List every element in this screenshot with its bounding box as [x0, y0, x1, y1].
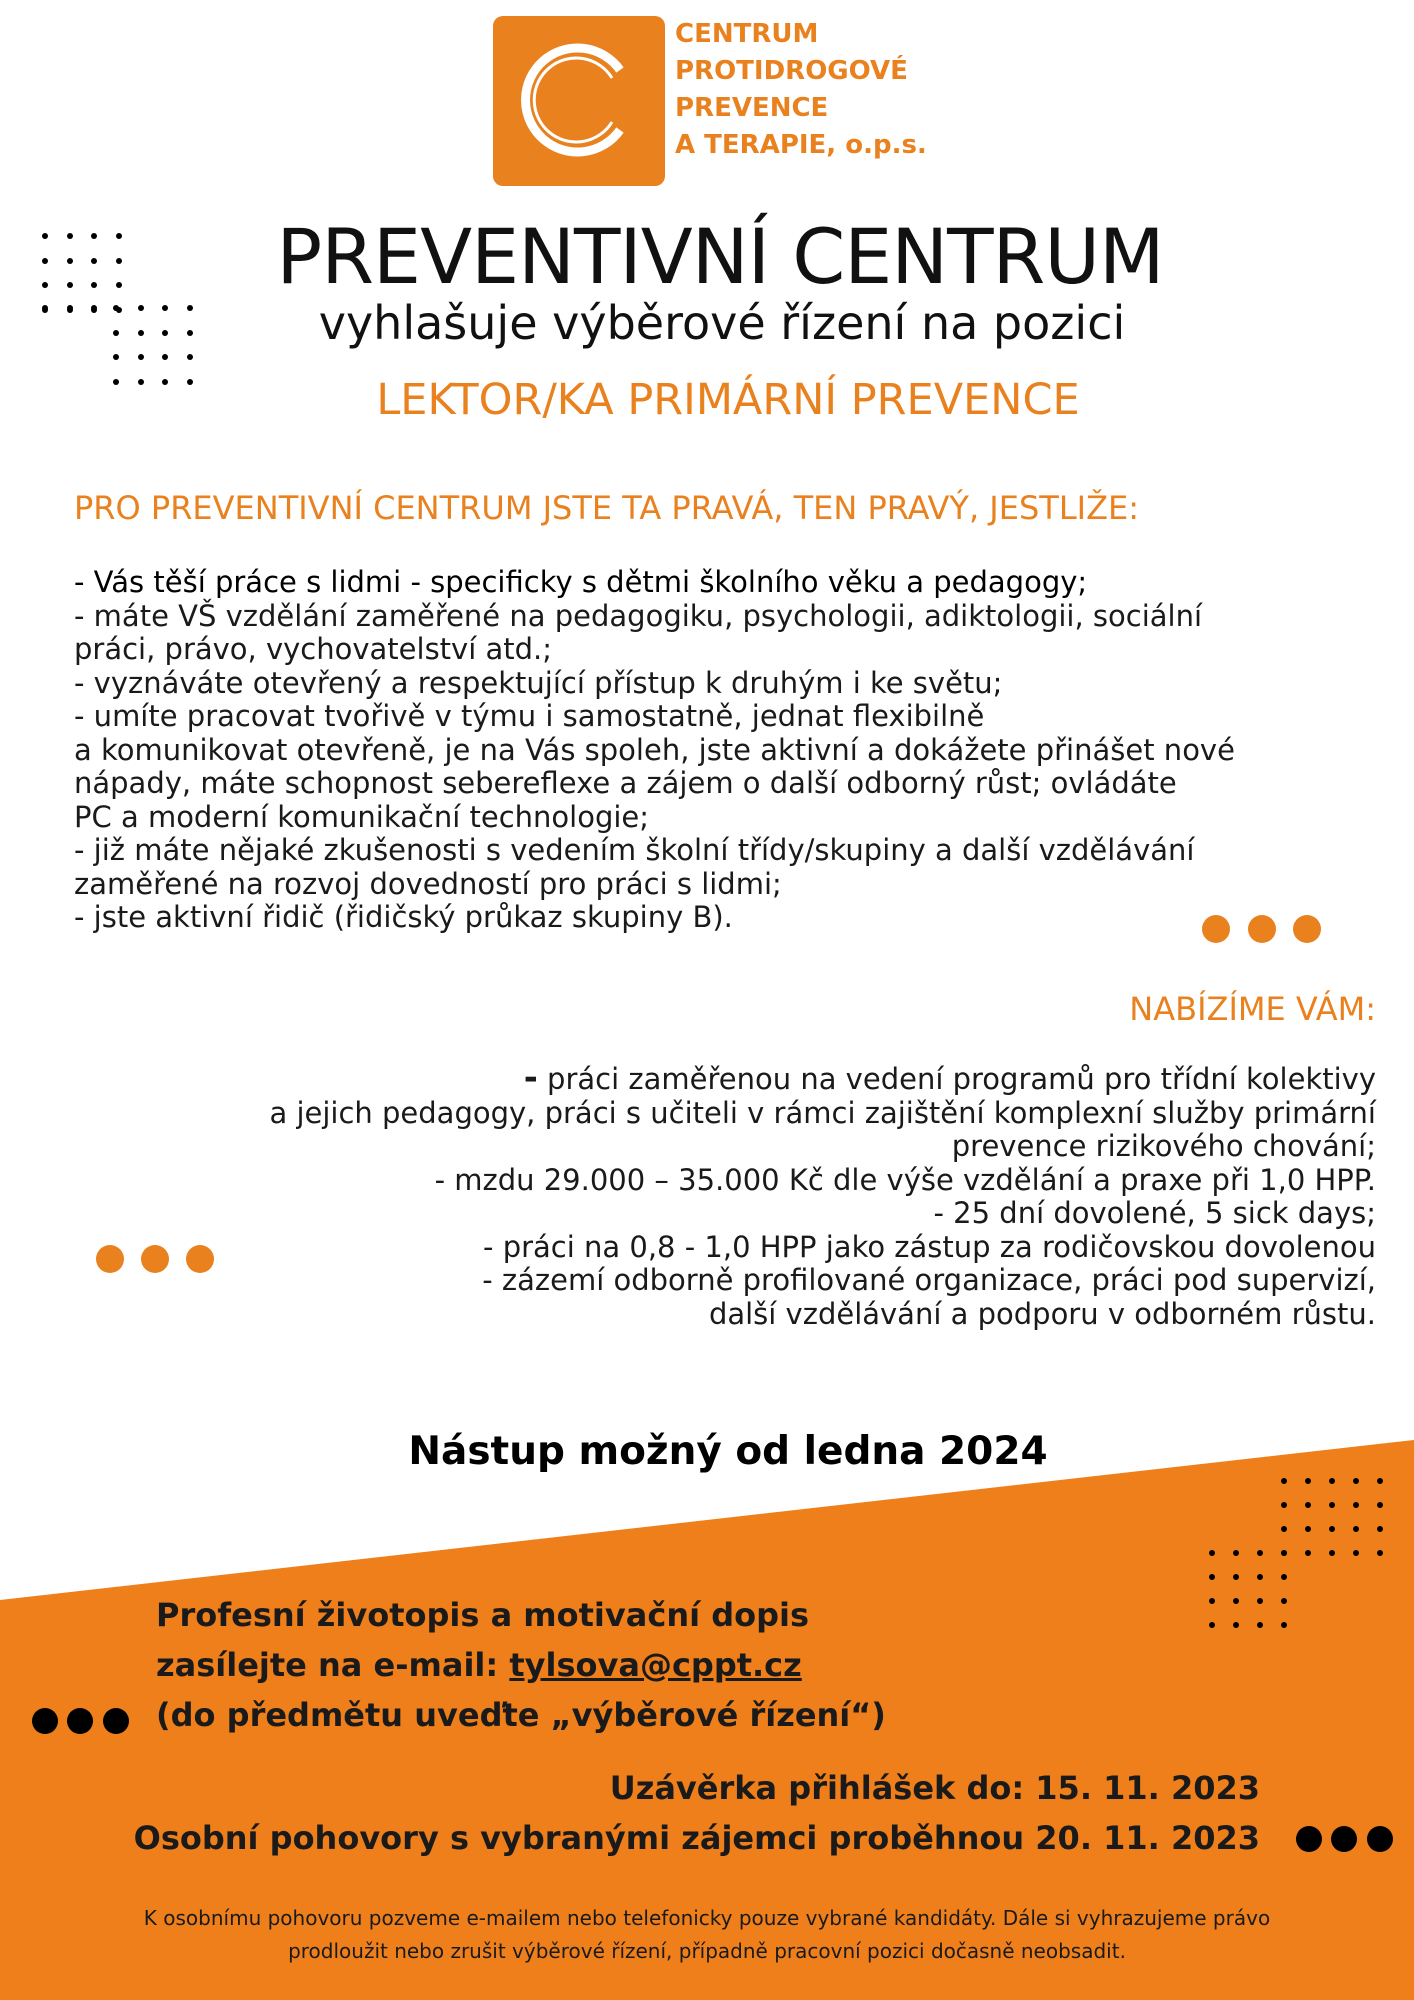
apply-line: (do předmětu uveďte „výběrové řízení“) [156, 1696, 886, 1734]
offer-heading: NABÍZÍME VÁM: [1129, 990, 1376, 1028]
grid-dot [1305, 1526, 1311, 1532]
position-title: LEKTOR/KA PRIMÁRNÍ PREVENCE [376, 375, 1080, 425]
decorative-dot [96, 1245, 124, 1273]
grid-dot [1281, 1502, 1287, 1508]
grid-dot [1209, 1598, 1215, 1604]
page-title: PREVENTIVNÍ CENTRUM [276, 212, 1164, 301]
footer-line: K osobnímu pohovoru pozveme e-mailem nebo telefonicky pouze vybrané kandidáty. Dále si vyhrazujeme právo [143, 1906, 1271, 1930]
logo-line: A TERAPIE, o.p.s. [675, 130, 927, 160]
requirement-line: zaměřené na rozvoj dovedností pro práci s lidmi; [74, 866, 782, 901]
apply-line [156, 1640, 886, 1690]
requirement-line: - máte VŠ vzdělání zaměřené na pedagogiku, psychologii, adiktologii, sociální [74, 598, 1203, 633]
grid-dot [1281, 1622, 1287, 1628]
page-subtitle: vyhlašuje výběrové řízení na pozici [318, 296, 1126, 350]
application-instructions [156, 1590, 886, 1740]
grid-dot [1257, 1550, 1263, 1556]
decorative-dot [1296, 1826, 1322, 1852]
offer-line: prevence rizikového chování; [951, 1129, 1376, 1163]
offer-list [76, 1058, 1376, 1331]
footer-line: prodloužit nebo zrušit výběrové řízení, případně pracovní pozici dočasně neobsadit. [288, 1939, 1126, 1963]
grid-dot [1233, 1598, 1239, 1604]
requirement-line: PC a moderní komunikační technologie; [74, 799, 650, 834]
footer-note [20, 1902, 1394, 1968]
requirement-line: - umíte pracovat tvořivě v týmu i samostatně, jednat flexibilně [74, 699, 985, 733]
grid-dot [1353, 1550, 1359, 1556]
logo-c-icon [520, 40, 640, 160]
apply-line-prefix: zasílejte na e-mail: [156, 1646, 510, 1684]
offer-line: další vzdělávání a podporu v odborném růstu. [708, 1296, 1376, 1331]
grid-dot [1353, 1526, 1359, 1532]
deadline-info [134, 1763, 1260, 1863]
requirement-line: - jste aktivní řidič (řidičský průkaz skupiny B). [74, 900, 733, 934]
grid-dot [1353, 1502, 1359, 1508]
requirements-list [74, 566, 1394, 935]
logo-text [675, 16, 927, 164]
offer-line: a jejich pedagogy, práci s učiteli v rámci zajištění komplexní služby primární [269, 1095, 1376, 1130]
requirement-line: - Vás těší práce s lidmi - specificky s dětmi školního věku a pedagogy; [74, 565, 1088, 599]
grid-dot [1257, 1598, 1263, 1604]
logo-line: PREVENCE [675, 93, 829, 123]
grid-dot [1281, 1526, 1287, 1532]
decorative-dot [1331, 1826, 1357, 1852]
decorative-dot [32, 1708, 58, 1734]
grid-dot [1329, 1526, 1335, 1532]
grid-dot [1257, 1574, 1263, 1580]
requirements-heading: PRO PREVENTIVNÍ CENTRUM JSTE TA PRAVÁ, TEN PRAVÝ, JESTLIŽE: [74, 489, 1139, 527]
offer-line: - zázemí odborně profilované organizace, práci pod supervizí, [482, 1263, 1376, 1297]
requirement-line: práci, právo, vychovatelství atd.; [74, 632, 553, 666]
grid-dot [1233, 1574, 1239, 1580]
decorative-dot [103, 1708, 129, 1734]
decorative-dot [1367, 1826, 1393, 1852]
grid-dot [1209, 1622, 1215, 1628]
decorative-dot [186, 1245, 214, 1273]
start-date: Nástup možný od ledna 2024 [408, 1429, 1048, 1474]
grid-dot [1281, 1598, 1287, 1604]
grid-dot [1281, 1574, 1287, 1580]
grid-dot [138, 354, 144, 360]
offer-line: - práci na 0,8 - 1,0 HPP jako zástup za rodičovskou dovolenou [483, 1229, 1376, 1264]
requirement-line: a komunikovat otevřeně, je na Vás spoleh, jste aktivní a dokážete přinášet nové [74, 732, 1235, 767]
grid-dot [1329, 1550, 1335, 1556]
decorative-dot [1248, 915, 1276, 943]
offer-dash: - [523, 1058, 538, 1098]
offer-line: - 25 dní dovolené, 5 sick days; [933, 1196, 1376, 1230]
requirement-line: - vyznáváte otevřený a respektující přístup k druhým i ke světu; [74, 665, 1003, 700]
email-link[interactable]: tylsova@cppt.cz [509, 1646, 802, 1684]
requirement-line: - již máte nějaké zkušenosti s vedením školní třídy/skupiny a další vzdělávání [74, 833, 1195, 867]
grid-dot [1233, 1622, 1239, 1628]
offer-line: - mzdu 29.000 – 35.000 Kč dle výše vzdělání a praxe při 1,0 HPP. [434, 1162, 1376, 1197]
grid-dot [1377, 1502, 1383, 1508]
grid-dot [1377, 1550, 1383, 1556]
grid-dot [1209, 1550, 1215, 1556]
logo-line: CENTRUM [675, 19, 819, 49]
grid-dot [1209, 1574, 1215, 1580]
decorative-dot [141, 1245, 169, 1273]
grid-dot [1233, 1550, 1239, 1556]
decorative-dot [1293, 915, 1321, 943]
interview-line: Osobní pohovory s vybranými zájemci proběhnou 20. 11. 2023 [133, 1819, 1260, 1857]
grid-dot [1305, 1550, 1311, 1556]
grid-dot [1377, 1526, 1383, 1532]
grid-dot [162, 354, 168, 360]
grid-dot [187, 354, 193, 360]
grid-dot [1257, 1622, 1263, 1628]
offer-line [76, 1058, 1376, 1098]
grid-dot [1329, 1502, 1335, 1508]
grid-dot [1281, 1550, 1287, 1556]
decorative-dot [67, 1708, 93, 1734]
deadline-line: Uzávěrka přihlášek do: 15. 11. 2023 [609, 1769, 1260, 1807]
apply-line: Profesní životopis a motivační dopis [156, 1596, 810, 1634]
grid-dot [1305, 1502, 1311, 1508]
requirement-line: nápady, máte schopnost sebereflexe a zájem o další odborný růst; ovládáte [74, 766, 1177, 800]
grid-dot [113, 354, 119, 360]
logo-line: PROTIDROGOVÉ [675, 56, 908, 86]
decorative-dot [1202, 915, 1230, 943]
offer-line-text: práci zaměřenou na vedení programů pro třídní kolektivy [537, 1062, 1376, 1096]
